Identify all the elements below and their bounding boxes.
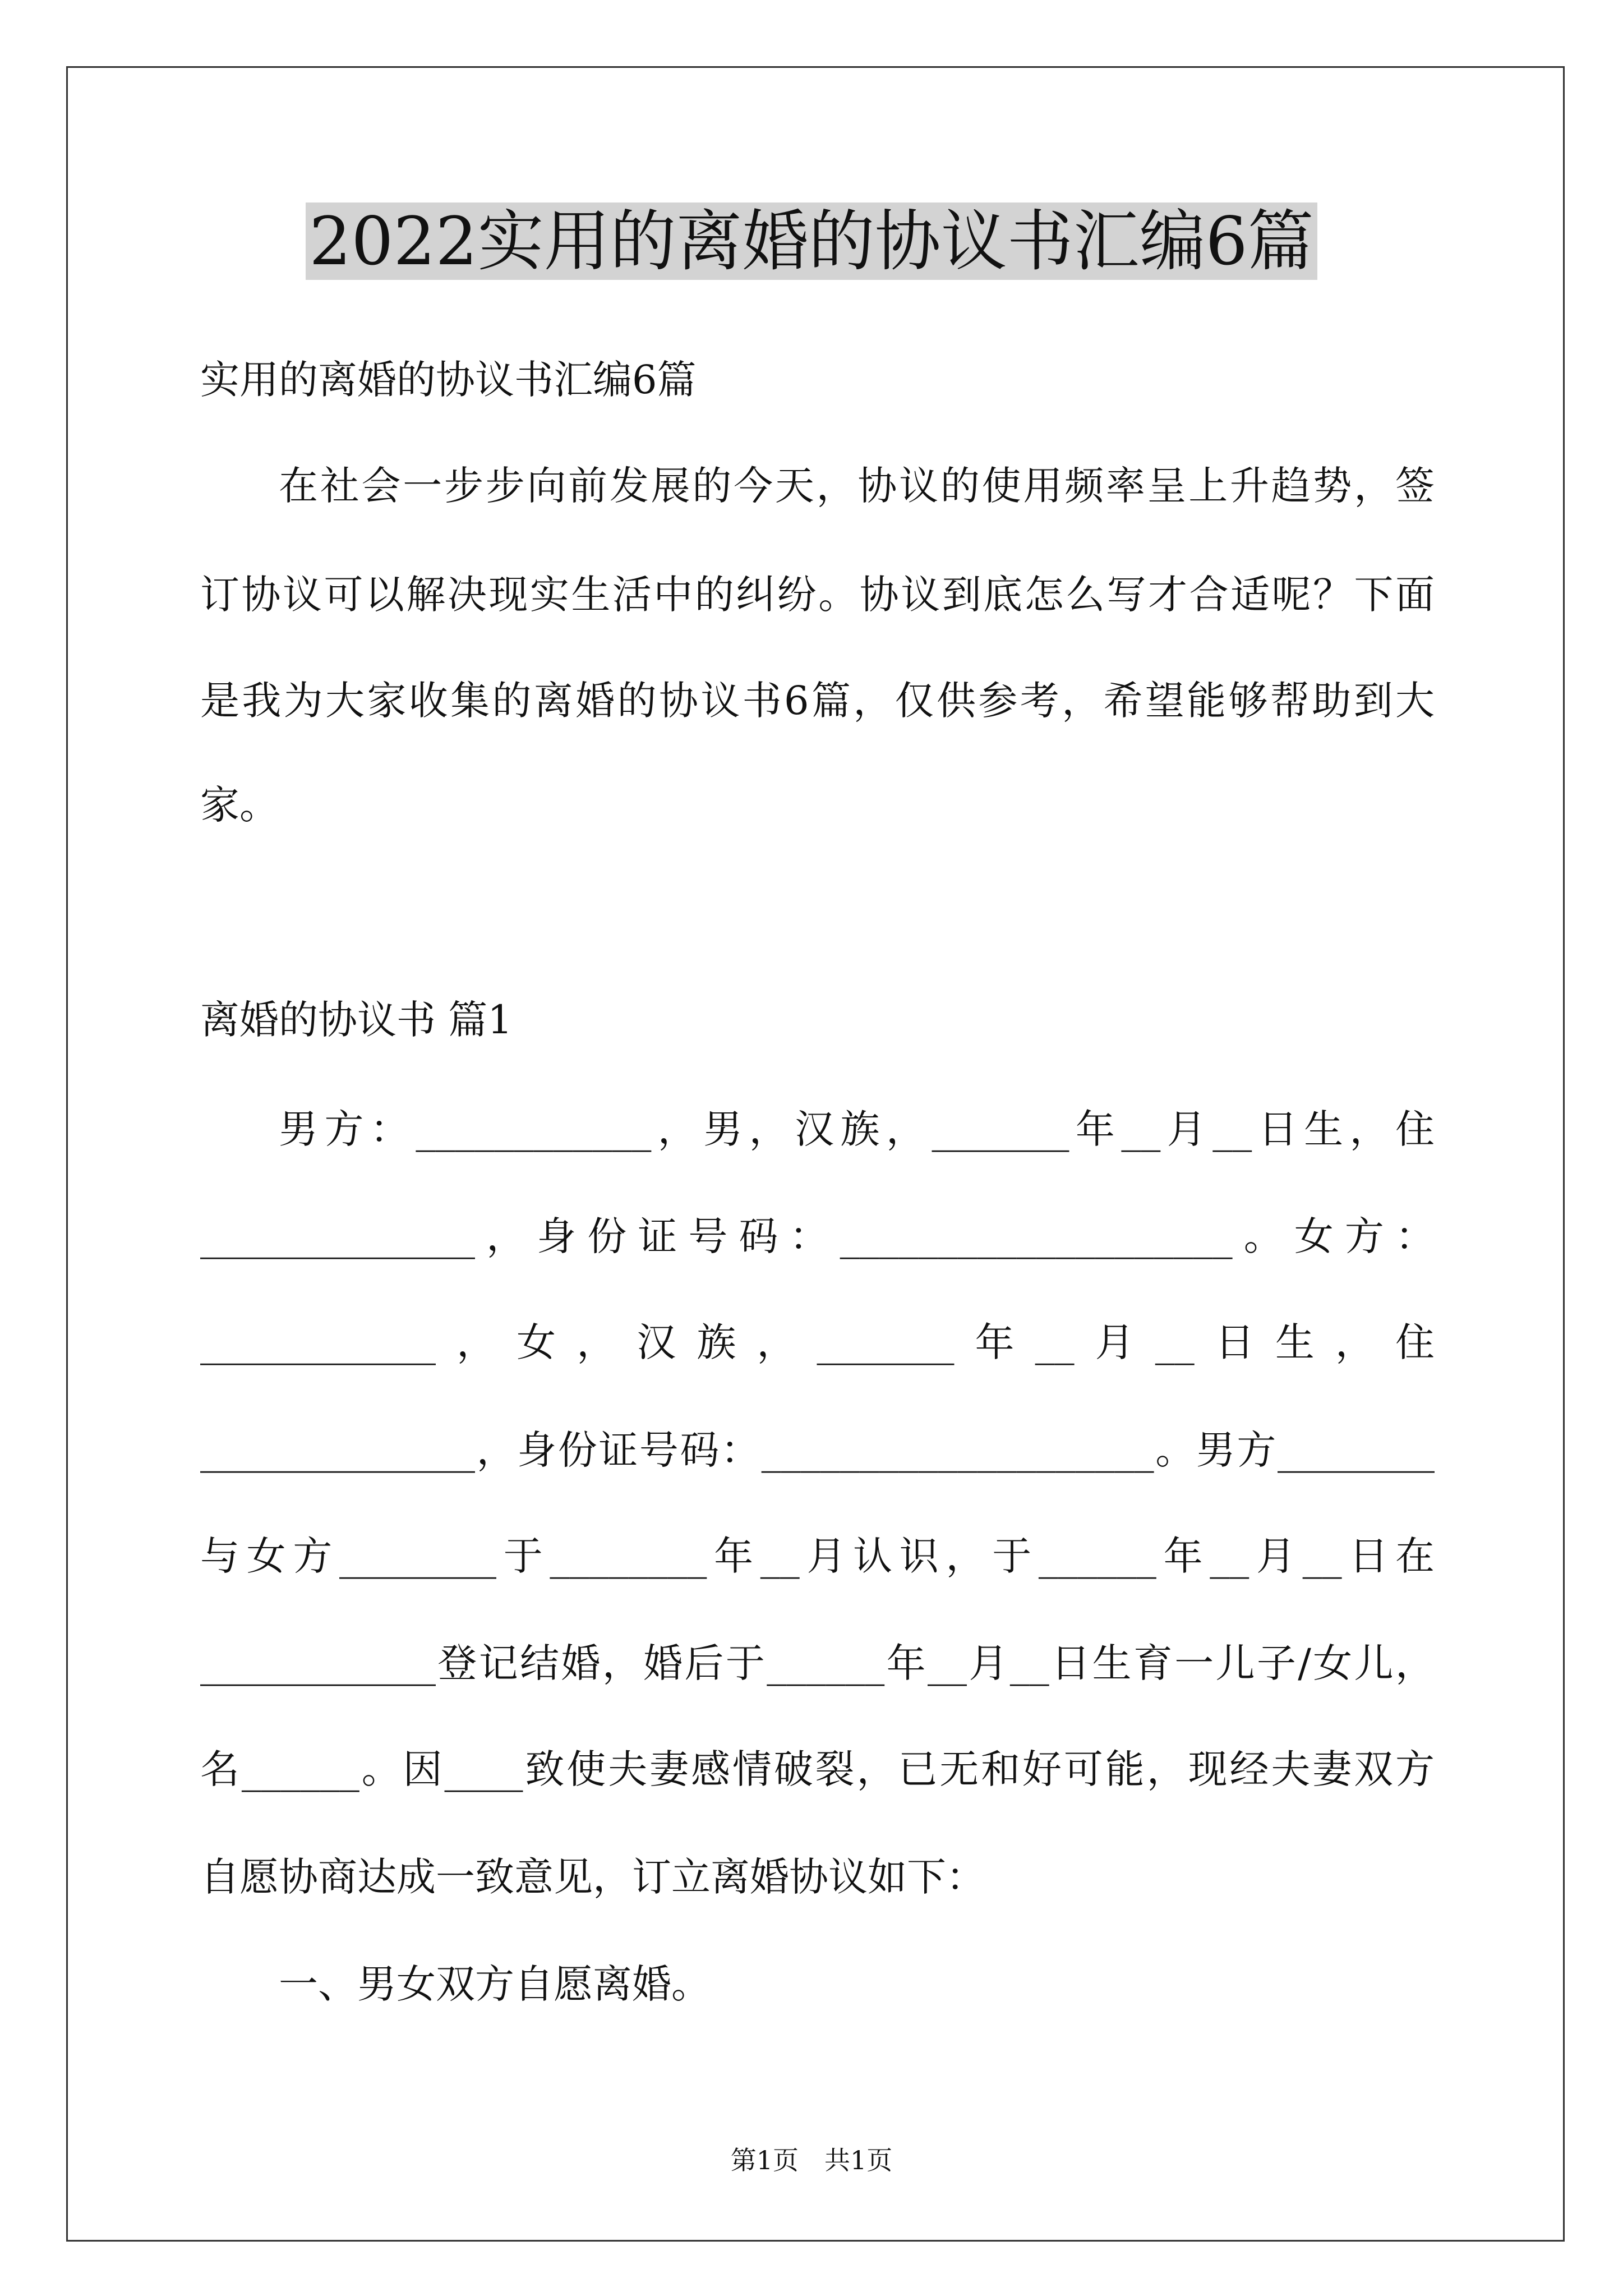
body-line: ____________登记结婚，婚后于______年__月__日生育一儿子/女儿， <box>200 1640 1435 1686</box>
title-text: 2022实用的离婚的协议书汇编6篇 <box>306 203 1317 280</box>
body-line: ____________，女，汉族，_______年__月__日生，住 <box>200 1319 1435 1365</box>
intro-line: 是我为大家收集的离婚的协议书6篇，仅供参考，希望能够帮助到大 <box>200 678 1435 724</box>
body-line: 名______。因____致使夫妻感情破裂，已无和好可能，现经夫妻双方 <box>200 1746 1435 1792</box>
body-line: 男方：____________，男，汉族，_______年__月__日生，住 <box>279 1106 1435 1152</box>
intro-line: 家。 <box>200 782 279 828</box>
section-heading: 离婚的协议书 篇1 <box>200 997 513 1043</box>
clause-1: 一、男女双方自愿离婚。 <box>279 1961 711 2007</box>
document-title <box>0 205 1623 278</box>
intro-line: 在社会一步步向前发展的今天，协议的使用频率呈上升趋势，签 <box>279 463 1435 509</box>
body-line: ______________，身份证号码：____________________。女方： <box>200 1213 1435 1259</box>
page-footer: 第1页 共1页 <box>730 2145 893 2175</box>
body-line: 自愿协商达成一致意见，订立离婚协议如下： <box>200 1854 985 1900</box>
intro-line: 订协议可以解决现实生活中的纠纷。协议到底怎么写才合适呢？下面 <box>200 572 1435 618</box>
subtitle: 实用的离婚的协议书汇编6篇 <box>200 357 697 403</box>
body-line: 与女方________于________年__月认识，于______年__月__日在 <box>200 1533 1435 1579</box>
body-line: ______________，身份证号码：____________________。男方________ <box>200 1427 1435 1473</box>
